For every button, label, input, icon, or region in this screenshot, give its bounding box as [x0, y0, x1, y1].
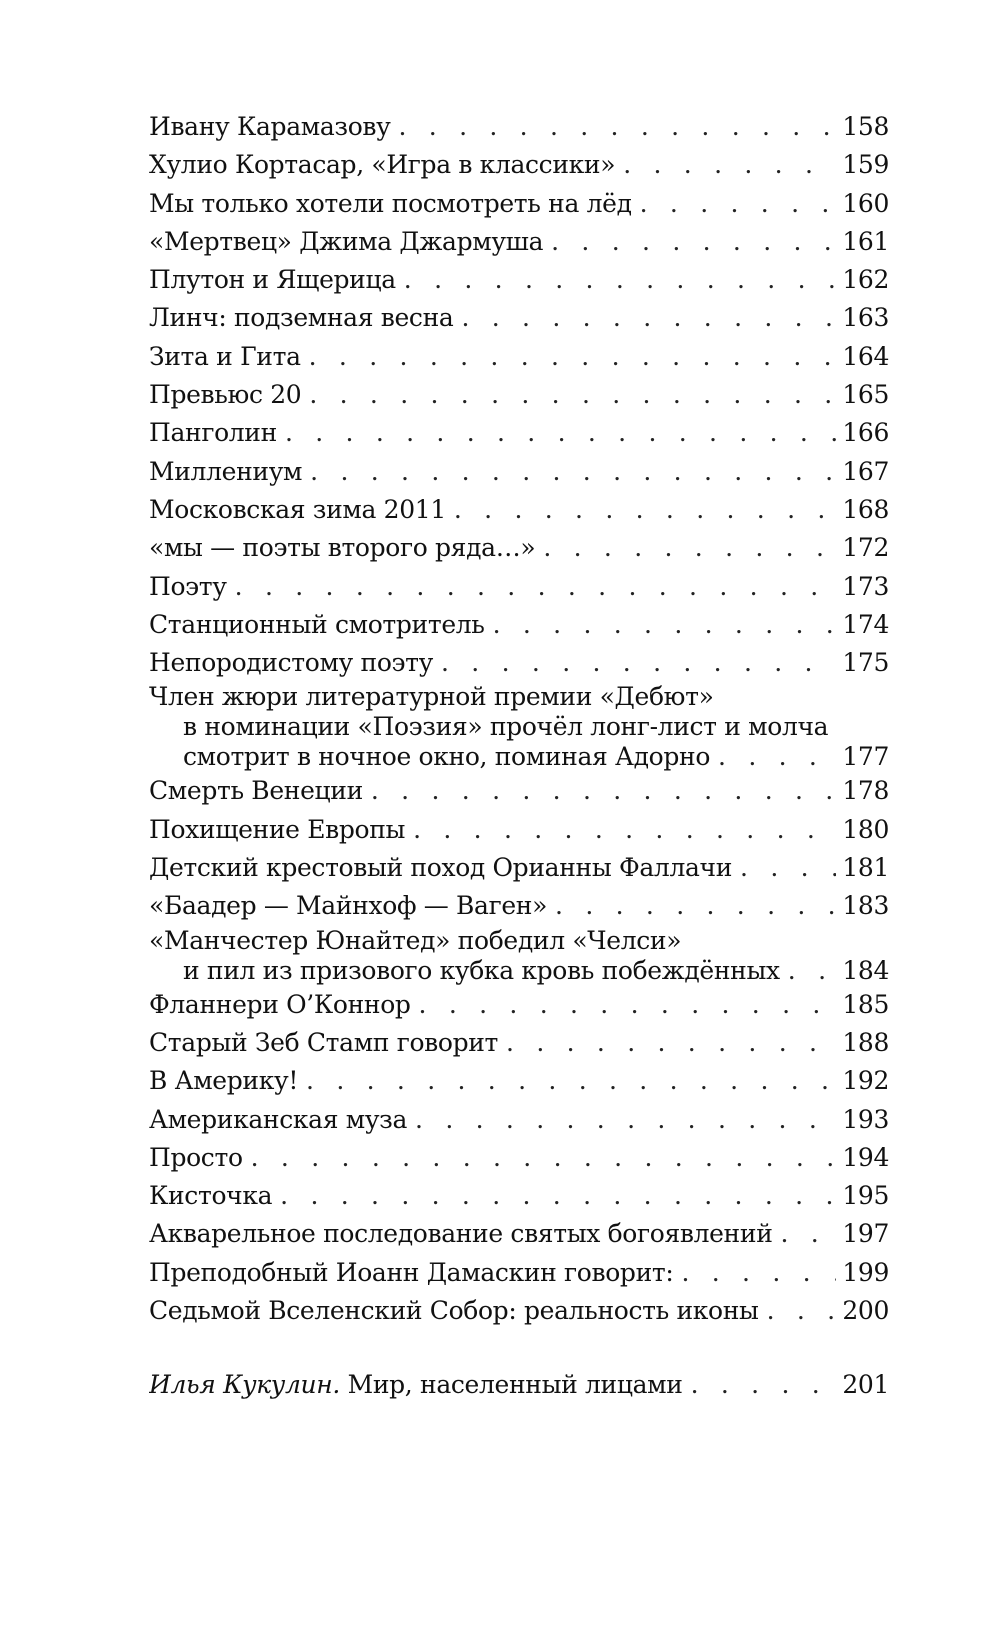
toc-entry-title: Непородистому поэту	[149, 648, 434, 678]
page-number: 160	[842, 188, 889, 218]
page-number: 199	[842, 1257, 889, 1287]
toc-entry[interactable]	[149, 299, 889, 337]
dot-leader	[371, 772, 836, 802]
page-number: 167	[842, 456, 889, 486]
dot-leader	[251, 1139, 837, 1169]
afterword-title-text: Мир, населенный лицами	[340, 1370, 683, 1400]
dot-leader	[280, 1177, 836, 1207]
toc-entry[interactable]	[149, 261, 889, 299]
toc-entry[interactable]	[149, 1062, 889, 1100]
dot-leader	[310, 453, 836, 483]
toc-entry-title: Плутон и Ящерица	[149, 265, 396, 295]
toc-entry[interactable]	[149, 1177, 889, 1215]
toc-entry[interactable]	[149, 1024, 889, 1062]
toc-entry-title: В Америку!	[149, 1066, 299, 1096]
toc-entry-title-line: в номинации «Поэзия» прочёл лонг-лист и молча	[183, 712, 829, 742]
dot-leader	[543, 529, 836, 559]
toc-entry-title: смотрит в ночное окно, поминая Адорно	[183, 742, 711, 772]
toc-entry-title: Московская зима 2011	[149, 494, 446, 524]
dot-leader	[235, 568, 837, 598]
dot-leader	[718, 742, 836, 772]
toc-entry[interactable]	[149, 1292, 889, 1330]
page-number: 164	[842, 341, 889, 371]
dot-leader	[419, 986, 837, 1016]
toc-entry[interactable]	[149, 453, 889, 491]
page-number: 178	[842, 776, 889, 806]
toc-entry-title: Похищение Европы	[149, 814, 406, 844]
dot-leader	[493, 606, 837, 636]
toc-entry[interactable]	[149, 414, 889, 452]
toc-entry-title: Детский крестовый поход Орианны Фаллачи	[149, 853, 733, 883]
toc-entry[interactable]	[149, 223, 889, 261]
page-number: 192	[842, 1066, 889, 1096]
toc-entry-title: Зита и Гита	[149, 341, 301, 371]
toc-entry-list	[149, 108, 889, 1330]
page-number: 159	[842, 150, 889, 180]
toc-entry[interactable]	[149, 926, 889, 986]
toc-entry-title: Линч: подземная весна	[149, 303, 454, 333]
page-number: 183	[842, 891, 889, 921]
dot-leader	[415, 1101, 836, 1131]
dot-leader	[555, 887, 836, 917]
toc-entry[interactable]	[149, 568, 889, 606]
page-number: 163	[842, 303, 889, 333]
page-number: 161	[842, 226, 889, 256]
table-of-contents	[149, 108, 889, 1405]
page-number: 166	[842, 418, 889, 448]
page-number: 197	[842, 1219, 889, 1249]
toc-entry-title: и пил из призового кубка кровь побеждённых	[183, 955, 780, 985]
toc-entry-title: Станционный смотритель	[149, 609, 485, 639]
dot-leader	[640, 185, 837, 215]
afterword-title	[149, 1366, 683, 1404]
toc-entry[interactable]	[149, 1139, 889, 1177]
toc-entry-title: Акварельное последование святых богоявлений	[149, 1219, 773, 1249]
page-number: 185	[842, 989, 889, 1019]
dot-leader	[404, 261, 837, 291]
toc-entry-title: Миллениум	[149, 456, 303, 486]
section-gap	[149, 1330, 889, 1366]
dot-leader	[285, 414, 836, 444]
toc-entry[interactable]	[149, 772, 889, 810]
toc-entry-title: «Мертвец» Джима Джармуша	[149, 226, 544, 256]
dot-leader	[461, 299, 836, 329]
toc-entry-title: Старый Зеб Стамп говорит	[149, 1027, 499, 1057]
toc-entry[interactable]	[149, 185, 889, 223]
toc-entry[interactable]	[149, 811, 889, 849]
toc-entry-title: Фланнери О’Коннор	[149, 989, 411, 1019]
dot-leader	[441, 644, 836, 674]
page-number: 162	[842, 265, 889, 295]
dot-leader	[306, 1062, 836, 1092]
toc-entry-title-line: «Манчестер Юнайтед» победил «Челси»	[149, 925, 682, 955]
toc-entry[interactable]	[149, 887, 889, 925]
toc-entry-title: Кисточка	[149, 1181, 273, 1211]
toc-entry[interactable]	[149, 986, 889, 1024]
toc-entry-title: Превьюс 20	[149, 380, 302, 410]
page-number: 193	[842, 1104, 889, 1134]
toc-entry-title: Смерть Венеции	[149, 776, 363, 806]
toc-entry[interactable]	[149, 1254, 889, 1292]
toc-entry[interactable]	[149, 146, 889, 184]
dot-leader	[623, 146, 836, 176]
toc-entry-title: Седьмой Вселенский Собор: реальность иконы	[149, 1296, 759, 1326]
page-number: 201	[842, 1370, 889, 1400]
page-number: 177	[842, 742, 889, 772]
toc-entry[interactable]	[149, 108, 889, 146]
toc-entry-title: Хулио Кортасар, «Игра в классики»	[149, 150, 616, 180]
toc-entry-title: «мы — поэты второго ряда…»	[149, 533, 536, 563]
dot-leader	[781, 1215, 837, 1245]
dot-leader	[691, 1366, 837, 1396]
page-number: 188	[842, 1027, 889, 1057]
dot-leader	[740, 849, 836, 879]
toc-entry-title: Просто	[149, 1142, 243, 1172]
dot-leader	[398, 108, 836, 138]
toc-entry[interactable]	[149, 644, 889, 682]
toc-entry-title: «Баадер — Майнхоф — Ваген»	[149, 891, 548, 921]
dot-leader	[309, 376, 836, 406]
page-number: 194	[842, 1142, 889, 1172]
toc-entry[interactable]	[149, 376, 889, 414]
page-number: 165	[842, 380, 889, 410]
toc-entry[interactable]	[149, 491, 889, 529]
page-number: 175	[842, 648, 889, 678]
dot-leader	[788, 956, 837, 986]
toc-entry-title: Поэту	[149, 571, 227, 601]
page-number: 195	[842, 1181, 889, 1211]
dot-leader	[551, 223, 836, 253]
toc-entry-title: Ивану Карамазову	[149, 112, 391, 141]
page-number: 158	[842, 112, 889, 141]
dot-leader	[413, 811, 836, 841]
page-number: 173	[842, 571, 889, 601]
dot-leader	[681, 1254, 836, 1284]
page-number: 172	[842, 533, 889, 563]
page-number: 181	[842, 853, 889, 883]
dot-leader	[454, 491, 836, 521]
afterword-author: Илья Кукулин.	[149, 1370, 340, 1400]
page-number: 180	[842, 814, 889, 844]
toc-entry[interactable]	[149, 529, 889, 567]
toc-entry[interactable]	[149, 682, 889, 772]
dot-leader	[309, 338, 837, 368]
toc-entry-title: Панголин	[149, 418, 277, 448]
toc-entry[interactable]	[149, 338, 889, 376]
toc-entry[interactable]	[149, 849, 889, 887]
page-number: 184	[842, 955, 889, 985]
toc-entry[interactable]	[149, 606, 889, 644]
page-number: 168	[842, 494, 889, 524]
page-number: 174	[842, 609, 889, 639]
dot-leader	[506, 1024, 836, 1054]
toc-entry[interactable]	[149, 1215, 889, 1253]
toc-entry-title: Мы только хотели посмотреть на лёд	[149, 188, 632, 218]
toc-entry-afterword[interactable]	[149, 1366, 889, 1404]
toc-entry-title: Преподобный Иоанн Дамаскин говорит:	[149, 1257, 674, 1287]
toc-entry-title-line: Член жюри литературной премии «Дебют»	[149, 682, 714, 712]
toc-entry-title: Американская муза	[149, 1104, 408, 1134]
dot-leader	[767, 1292, 837, 1322]
toc-entry[interactable]	[149, 1101, 889, 1139]
page-number: 200	[842, 1296, 889, 1326]
